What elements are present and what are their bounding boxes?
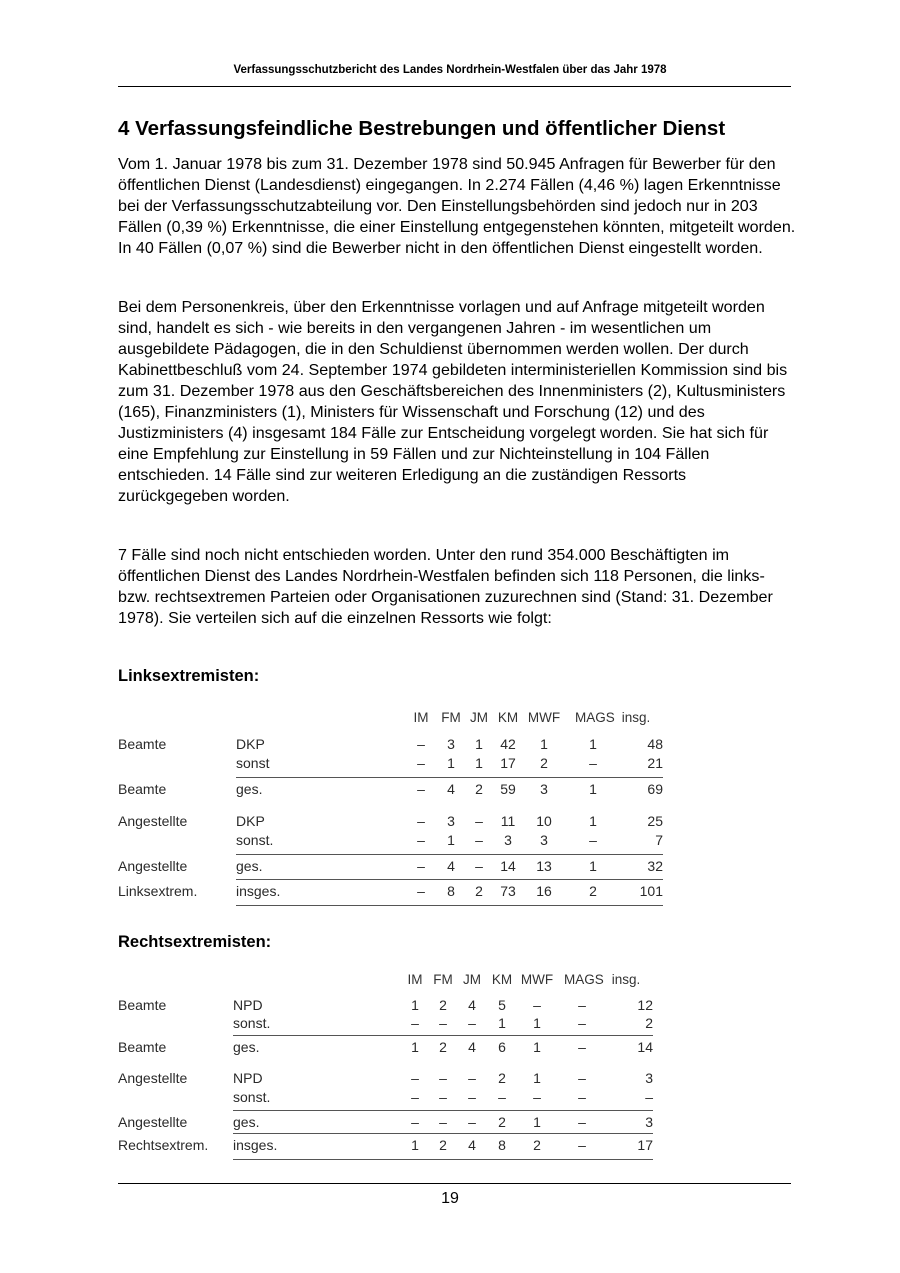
table-rule [236, 879, 663, 880]
table-cell: – [589, 832, 597, 848]
table-cell: 4 [447, 781, 455, 797]
table-cell: 2 [498, 1114, 506, 1130]
table-cell: 17 [500, 755, 516, 771]
row-label: ges. [236, 781, 263, 797]
table-heading-rechts: Rechtsextremisten: [118, 933, 272, 951]
table-cell: 11 [500, 813, 516, 829]
column-header: FM [441, 710, 461, 725]
table-cell: – [578, 1114, 586, 1130]
column-header: IM [413, 710, 429, 725]
table-cell: 13 [536, 858, 552, 874]
table-cell: – [578, 997, 586, 1013]
table-cell: 3 [645, 1070, 653, 1086]
table-cell: 2 [498, 1070, 506, 1086]
row-group-label: Beamte [118, 781, 167, 797]
table-cell: – [417, 832, 425, 848]
table-cell: 73 [500, 883, 516, 899]
column-header: IM [407, 972, 423, 987]
table-cell: – [468, 1015, 476, 1031]
table-cell: 3 [447, 736, 455, 752]
row-label: ges. [233, 1114, 260, 1130]
row-label: sonst. [233, 1089, 271, 1105]
table-rule [233, 1159, 653, 1160]
row-label: DKP [236, 736, 265, 752]
row-label: NPD [233, 1070, 263, 1086]
paragraph-1: Vom 1. Januar 1978 bis zum 31. Dezember 1978 sind 50.945 Anfragen für Bewerber für den öffentlichen Dienst (Landesdienst) eingegangen. In 2.274 Fällen (4,46 %) lagen Erkenntnisse bei der Verfassungsschutzabteilung vor. Den Einstellungsbehörden sind jedoch nur in 203 Fällen (0,39 %) Erkenntnisse, die einer Einstellung entgegenstehen könnten, mitgeteilt worden. In 40 Fällen (0,07 %) sind die Bewerber nicht in den öffentlichen Dienst eingestellt worden. [118, 155, 796, 257]
table-cell: – [578, 1070, 586, 1086]
table-cell: – [417, 736, 425, 752]
column-header: FM [433, 972, 453, 987]
table-cell: – [578, 1039, 586, 1055]
column-header: insg. [611, 972, 641, 987]
table-cell: 1 [447, 832, 455, 848]
table-cell: 10 [536, 813, 552, 829]
table-cell: – [533, 1089, 541, 1105]
table-cell: 21 [647, 755, 663, 771]
table-cell: 3 [504, 832, 512, 848]
header-rule [118, 86, 791, 87]
table-cell: 1 [589, 736, 597, 752]
table-cell: – [498, 1089, 506, 1105]
table-cell: 101 [639, 883, 663, 899]
row-label: sonst [236, 755, 270, 771]
table-cell: 4 [468, 997, 476, 1013]
row-group-label: Beamte [118, 736, 167, 752]
table-cell: 1 [475, 755, 483, 771]
table-cell: 32 [647, 858, 663, 874]
table-cell: 2 [439, 1137, 447, 1153]
table-cell: 2 [540, 755, 548, 771]
column-header: MAGS [575, 710, 615, 725]
row-group-label: Rechtsextrem. [118, 1137, 209, 1153]
table-cell: – [411, 1089, 419, 1105]
table-cell: – [589, 755, 597, 771]
row-group-label: Angestellte [118, 1114, 188, 1130]
table-cell: 14 [500, 858, 516, 874]
column-header: MWF [527, 710, 561, 725]
table-cell: 48 [647, 736, 663, 752]
table-cell: – [475, 858, 483, 874]
table-cell: 1 [411, 997, 419, 1013]
table-cell: – [578, 1137, 586, 1153]
table-cell: 1 [589, 813, 597, 829]
table-cell: 4 [468, 1137, 476, 1153]
table-cell: – [468, 1089, 476, 1105]
table-cell: 1 [540, 736, 548, 752]
table-cell: – [417, 858, 425, 874]
table-cell: 7 [655, 832, 663, 848]
table-cell: 8 [447, 883, 455, 899]
row-label: DKP [236, 813, 265, 829]
table-cell: 1 [498, 1015, 506, 1031]
paragraph-3: 7 Fälle sind noch nicht entschieden worden. Unter den rund 354.000 Beschäftigten im öffentlichen Dienst des Landes Nordrhein-Westfalen befinden sich 118 Personen, die links- bzw. rechtsextremen Parteien oder Organisationen zuzurechnen sind (Stand: 31. Dezember 1978). Sie verteilen sich auf die einzelnen Ressorts wie folgt: [118, 546, 773, 627]
column-header: MWF [520, 972, 554, 987]
table-cell: 1 [589, 781, 597, 797]
row-label: ges. [236, 858, 263, 874]
table-cell: 1 [533, 1039, 541, 1055]
running-header: Verfassungsschutzbericht des Landes Nordrhein-Westfalen über das Jahr 1978 [233, 64, 667, 76]
table-cell: 1 [533, 1070, 541, 1086]
table-cell: – [475, 832, 483, 848]
table-cell: 2 [439, 1039, 447, 1055]
table-cell: – [439, 1070, 447, 1086]
row-group-label: Beamte [118, 997, 167, 1013]
row-group-label: Angestellte [118, 1070, 188, 1086]
table-cell: 3 [447, 813, 455, 829]
column-header: KM [497, 710, 519, 725]
table-cell: 3 [645, 1114, 653, 1130]
table-cell: – [417, 813, 425, 829]
table-cell: 59 [500, 781, 516, 797]
row-label: insges. [236, 883, 281, 899]
table-cell: 4 [468, 1039, 476, 1055]
column-header: insg. [621, 710, 651, 725]
paragraph-2: Bei dem Personenkreis, über den Erkenntnisse vorlagen und auf Anfrage mitgeteilt worden sind, handelt es sich - wie bereits in den vergangenen Jahren - im wesentlichen um ausgebildete Pädagogen, die in den Schuldienst übernommen werden wollen. Der durch Kabinettbeschluß vom 24. September 1974 gebildeten interministeriellen Kommission sind bis zum 31. Dezember 1978 aus den Geschäftsbereichen des Innenministers (2), Kultusministers (165), Finanzministers (1), Ministers für Wissenschaft und Forschung (12) und des Justizministers (4) insgesamt 184 Fälle zur Entscheidung vorgelegt worden. Sie hat sich für eine Empfehlung zur Einstellung in 59 Fällen und zur Nichteinstellung in 104 Fällen entschieden. 14 Fälle sind zur weiteren Erledigung an die zuständigen Ressorts zurückgegeben worden. [118, 298, 788, 505]
row-label: sonst. [233, 1015, 271, 1031]
table-cell: – [578, 1089, 586, 1105]
table-heading-links: Linksextremisten: [118, 667, 260, 685]
table-cell: 2 [645, 1015, 653, 1031]
table-cell: 1 [411, 1137, 419, 1153]
table-cell: – [417, 755, 425, 771]
table-cell: 25 [647, 813, 663, 829]
table-cell: 3 [540, 832, 548, 848]
table-cell: – [533, 997, 541, 1013]
row-group-label: Angestellte [118, 858, 188, 874]
table-cell: – [439, 1015, 447, 1031]
table-cell: 1 [447, 755, 455, 771]
table-cell: 2 [533, 1137, 541, 1153]
row-group-label: Linksextrem. [118, 883, 198, 899]
table-cell: 17 [637, 1137, 653, 1153]
table-cell: 14 [637, 1039, 653, 1055]
column-header: JM [463, 972, 481, 987]
table-cell: – [475, 813, 483, 829]
row-label: NPD [233, 997, 263, 1013]
table-cell: 2 [439, 997, 447, 1013]
row-label: insges. [233, 1137, 278, 1153]
table-rule [233, 1133, 653, 1134]
table-cell: 6 [498, 1039, 506, 1055]
footer-rule [118, 1183, 791, 1184]
table-cell: – [417, 883, 425, 899]
row-label: sonst. [236, 832, 274, 848]
table-cell: 42 [500, 736, 516, 752]
table-cell: 16 [536, 883, 552, 899]
table-rule [233, 1110, 653, 1111]
table-cell: 3 [540, 781, 548, 797]
table-cell: – [411, 1114, 419, 1130]
table-cell: 1 [533, 1015, 541, 1031]
row-group-label: Beamte [118, 1039, 167, 1055]
column-header: KM [491, 972, 513, 987]
table-cell: – [468, 1114, 476, 1130]
table-rule [236, 905, 663, 906]
table-rule [236, 854, 663, 855]
page-number: 19 [441, 1190, 459, 1207]
table-cell: – [439, 1089, 447, 1105]
section-title: 4 Verfassungsfeindliche Bestrebungen und öffentlicher Dienst [118, 117, 726, 140]
table-cell: 8 [498, 1137, 506, 1153]
table-cell: 1 [411, 1039, 419, 1055]
table-cell: 1 [533, 1114, 541, 1130]
table-cell: – [411, 1015, 419, 1031]
table-cell: 12 [637, 997, 653, 1013]
column-header: MAGS [564, 972, 604, 987]
row-label: ges. [233, 1039, 260, 1055]
table-rule [236, 777, 663, 778]
table-cell: – [439, 1114, 447, 1130]
table-cell: 1 [475, 736, 483, 752]
table-cell: – [417, 781, 425, 797]
table-cell: 2 [589, 883, 597, 899]
table-cell: – [468, 1070, 476, 1086]
table-cell: 69 [647, 781, 663, 797]
column-header: JM [470, 710, 488, 725]
table-cell: – [645, 1089, 653, 1105]
table-cell: 1 [589, 858, 597, 874]
table-cell: – [578, 1015, 586, 1031]
table-cell: 5 [498, 997, 506, 1013]
table-cell: 2 [475, 781, 483, 797]
table-cell: 2 [475, 883, 483, 899]
table-cell: – [411, 1070, 419, 1086]
table-cell: 4 [447, 858, 455, 874]
row-group-label: Angestellte [118, 813, 188, 829]
table-rule [233, 1035, 653, 1036]
